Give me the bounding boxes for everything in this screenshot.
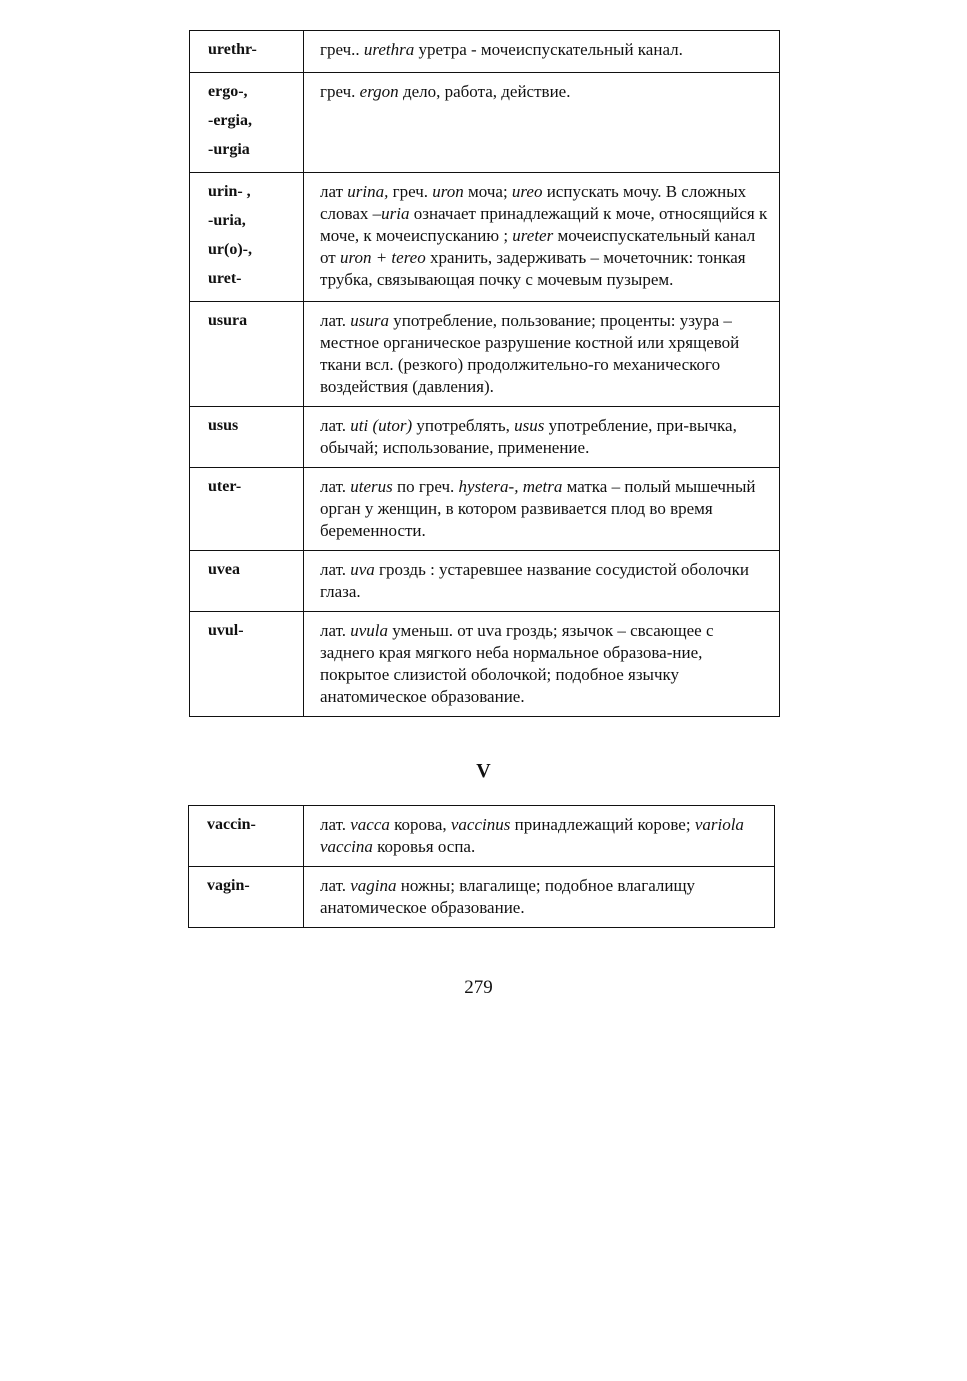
term-text: uter- [208, 478, 242, 495]
term-cell [190, 173, 304, 302]
definition-text: лат. [320, 815, 351, 834]
definition-cell [304, 302, 780, 407]
definition-text: дело, работа, действие. [398, 82, 571, 101]
definition-italic-text: uvula [350, 621, 389, 640]
definition-text: лат. [320, 311, 351, 330]
definition-italic-text: uron + tereo [339, 248, 426, 267]
definition-text: употребление, пользование; проценты: узура – местное органическое разрушение костной или хрящевой ткани всл. (резкого) продолжительно-го механического воздействия (давления). [320, 311, 740, 396]
definition-italic-text: uterus [350, 477, 393, 496]
definition-cell [304, 73, 780, 173]
definition-text: коровья оспа. [372, 837, 476, 856]
term-cell [190, 302, 304, 407]
definition-text: мочеиспускательный канал от [320, 226, 756, 267]
definition-text: по греч. [392, 477, 459, 496]
definition-cell [304, 612, 780, 717]
definition-text: уменьш. от uva гроздь; язычок – свсающее с заднего края мягкого неба нормальное образова-ние, покрытое слизистой оболочкой; подобное язычку анатомическое образование. [320, 621, 714, 706]
definition-text: матка – полый мышечный орган у женщин, в котором развивается плод во время беременности. [320, 477, 756, 540]
definition-text: уретра - мочеиспускательный канал. [414, 40, 683, 59]
term-cell [190, 31, 304, 73]
table-row [190, 612, 780, 717]
definition-text: употребление, при-вычка, обычай; использование, применение. [320, 416, 737, 457]
definition-text: греч. [388, 182, 433, 201]
definition-cell [304, 806, 775, 867]
definition-text: принадлежащий корове; [510, 815, 695, 834]
term-cell [190, 612, 304, 717]
definition-italic-text: uva [350, 560, 375, 579]
definition-text: гроздь : устаревшее название сосудистой оболочки глаза. [320, 560, 749, 601]
definition-italic-text: usura [350, 311, 389, 330]
definition-italic-text: uron [432, 182, 464, 201]
definition-text: хранить, задерживать – мочеточник: тонкая трубка, связывающая почку с мочевым пузырем. [320, 248, 746, 289]
term-text: -uria, [208, 212, 246, 229]
definition-text: лат [320, 182, 348, 201]
term-text: -urgia [208, 141, 250, 158]
term-cell [190, 551, 304, 612]
definition-italic-text: ergon [359, 82, 399, 101]
definition-italic-text: hystera-, metra [458, 477, 563, 496]
definition-italic-text: urethra [363, 40, 415, 59]
term-text: vaccin- [207, 816, 256, 833]
definition-italic-text: variola vaccina [320, 815, 744, 856]
definition-cell [304, 173, 780, 302]
term-cell [190, 407, 304, 468]
definition-cell [304, 407, 780, 468]
term-text: uret- [208, 270, 242, 287]
definition-cell [304, 468, 780, 551]
term-text: usus [208, 417, 239, 434]
table-row [190, 73, 780, 173]
section-heading-v: V [476, 760, 491, 782]
definition-text: греч. [320, 82, 360, 101]
definition-text: лат. [320, 876, 351, 895]
glossary-table-u [189, 30, 780, 717]
term-cell [189, 806, 304, 867]
term-text: uvea [208, 561, 240, 578]
term-text: urin- , [208, 183, 251, 200]
term-cell [190, 468, 304, 551]
definition-italic-text: urina, [347, 182, 389, 201]
definition-italic-text: vacca [350, 815, 390, 834]
table-row [189, 806, 775, 867]
definition-text: означает принадлежащий к моче, относящийся к моче, к мочеиспусканию ; [320, 204, 768, 245]
definition-text: лат. [320, 416, 351, 435]
term-cell [189, 867, 304, 928]
table-row [189, 867, 775, 928]
definition-text: греч.. [320, 40, 364, 59]
definition-italic-text: vagina [350, 876, 397, 895]
term-text: ur(o)-, [208, 241, 252, 258]
term-text: urethr- [208, 41, 257, 58]
definition-italic-text: usus [514, 416, 545, 435]
definition-italic-text: uti (utor) [350, 416, 413, 435]
definition-text: лат. [320, 477, 351, 496]
term-text: ergo-, [208, 83, 248, 100]
table-row [190, 31, 780, 73]
definition-text: ножны; влагалище; подобное влагалищу анатомическое образование. [320, 876, 696, 917]
glossary-table-v [188, 805, 775, 928]
definition-italic-text: –uria [372, 204, 410, 223]
table-row [190, 551, 780, 612]
table-row [190, 468, 780, 551]
table-row [190, 302, 780, 407]
table-row [190, 407, 780, 468]
definition-cell [304, 551, 780, 612]
definition-text: употреблять, [412, 416, 515, 435]
definition-cell [304, 867, 775, 928]
definition-text: моча; [463, 182, 512, 201]
definition-italic-text: vaccinus [450, 815, 511, 834]
definition-text: корова, [389, 815, 451, 834]
definition-text: лат. [320, 560, 351, 579]
page-number: 279 [464, 977, 493, 998]
term-cell [190, 73, 304, 173]
definition-italic-text: ureo [511, 182, 543, 201]
table-row [190, 173, 780, 302]
definition-text: лат. [320, 621, 351, 640]
definition-italic-text: ureter [512, 226, 554, 245]
term-text: uvul- [208, 622, 244, 639]
definition-cell [304, 31, 780, 73]
term-text: -ergia, [208, 112, 252, 129]
definition-text: испускать мочу. В сложных словах [320, 182, 747, 223]
term-text: vagin- [207, 877, 250, 894]
term-text: usura [208, 312, 248, 329]
